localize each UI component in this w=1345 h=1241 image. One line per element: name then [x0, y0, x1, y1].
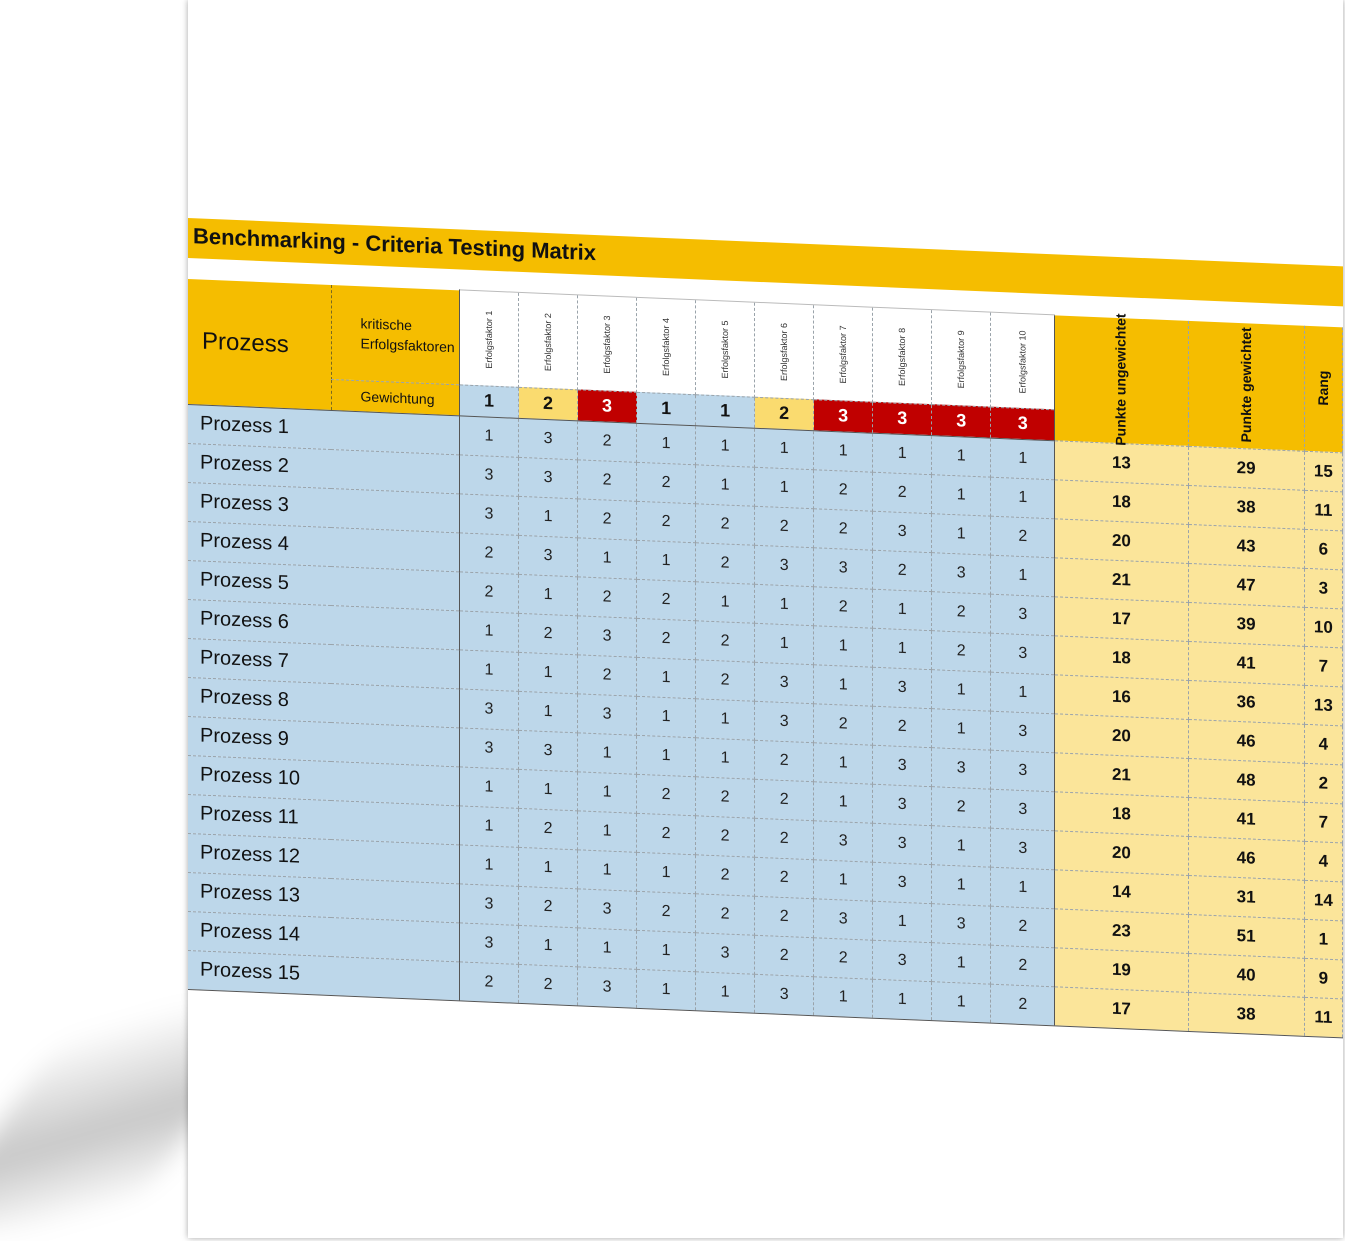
process-name: Prozess 9 — [188, 716, 459, 766]
score-cell: 1 — [696, 971, 755, 1012]
score-cell: 1 — [696, 737, 755, 778]
critical-factors-header: kritische Erfolgsfaktoren — [331, 284, 459, 384]
process-name: Prozess 3 — [188, 482, 459, 532]
process-name: Prozess 7 — [188, 638, 459, 688]
score-cell: 3 — [991, 750, 1055, 792]
weight-cell: 1 — [696, 394, 755, 427]
score-cell: 2 — [873, 706, 932, 747]
unweighted-cell: 14 — [1055, 869, 1188, 914]
score-cell: 1 — [519, 574, 578, 615]
weight-cell: 3 — [932, 404, 991, 437]
document-title: Benchmarking - Criteria Testing Matrix — [193, 223, 597, 266]
score-cell: 2 — [637, 618, 696, 659]
score-cell: 1 — [932, 669, 991, 710]
process-name: Prozess 14 — [188, 911, 459, 961]
score-cell: 3 — [873, 823, 932, 864]
score-cell: 3 — [873, 667, 932, 708]
score-cell: 3 — [578, 693, 637, 734]
score-cell: 1 — [637, 930, 696, 971]
unweighted-cell: 20 — [1055, 713, 1188, 758]
score-cell: 3 — [578, 888, 637, 929]
factor-header: Erfolgsfaktor 2 — [519, 292, 578, 389]
score-cell: 2 — [932, 591, 991, 632]
weighted-cell: 31 — [1188, 875, 1304, 919]
weighted-cell: 41 — [1188, 641, 1304, 685]
score-cell: 1 — [755, 584, 814, 625]
score-cell: 1 — [637, 969, 696, 1010]
score-cell: 2 — [755, 857, 814, 898]
score-cell: 1 — [932, 513, 991, 554]
process-name: Prozess 2 — [188, 443, 459, 493]
score-cell: 3 — [814, 898, 873, 939]
score-cell: 2 — [459, 961, 518, 1002]
score-cell: 1 — [519, 691, 578, 732]
score-cell: 3 — [932, 747, 991, 788]
score-cell: 3 — [814, 547, 873, 588]
process-name: Prozess 6 — [188, 599, 459, 649]
score-cell: 2 — [696, 659, 755, 700]
weighted-cell: 43 — [1188, 524, 1304, 568]
score-cell: 2 — [637, 501, 696, 542]
score-cell: 1 — [991, 672, 1055, 714]
score-cell: 1 — [932, 981, 991, 1022]
score-cell: 1 — [932, 708, 991, 749]
factor-header: Erfolgsfaktor 10 — [991, 312, 1055, 409]
process-name: Prozess 4 — [188, 521, 459, 571]
process-name: Prozess 12 — [188, 833, 459, 883]
score-cell: 2 — [932, 786, 991, 827]
rank-cell: 4 — [1304, 724, 1342, 765]
score-cell: 1 — [814, 781, 873, 822]
process-name: Prozess 11 — [188, 794, 459, 844]
score-cell: 3 — [519, 730, 578, 771]
score-cell: 1 — [873, 589, 932, 630]
score-cell: 3 — [459, 727, 518, 768]
score-cell: 2 — [814, 586, 873, 627]
score-cell: 1 — [755, 623, 814, 664]
factor-header: Erfolgsfaktor 1 — [459, 290, 518, 387]
score-cell: 3 — [873, 862, 932, 903]
score-cell: 1 — [519, 769, 578, 810]
score-cell: 1 — [991, 438, 1055, 480]
score-cell: 2 — [696, 620, 755, 661]
rank-cell: 14 — [1304, 880, 1342, 921]
weight-cell: 1 — [459, 384, 518, 417]
score-cell: 1 — [991, 867, 1055, 909]
score-cell: 2 — [755, 740, 814, 781]
process-name: Prozess 5 — [188, 560, 459, 610]
unweighted-cell: 18 — [1055, 479, 1188, 524]
score-cell: 3 — [991, 828, 1055, 870]
unweighted-cell: 18 — [1055, 635, 1188, 680]
score-cell: 1 — [696, 464, 755, 505]
document-sheet — [188, 0, 1343, 1238]
weighted-cell: 40 — [1188, 953, 1304, 997]
score-cell: 1 — [578, 810, 637, 851]
process-name: Prozess 15 — [188, 950, 459, 1000]
score-cell: 1 — [459, 415, 518, 456]
criteria-matrix — [188, 278, 1343, 1038]
score-cell: 2 — [696, 893, 755, 934]
rank-cell: 15 — [1304, 451, 1342, 492]
weighting-label: Gewichtung — [331, 379, 459, 415]
score-cell: 2 — [519, 808, 578, 849]
rank-cell: 2 — [1304, 763, 1342, 804]
score-cell: 3 — [873, 745, 932, 786]
score-cell: 2 — [459, 532, 518, 573]
score-cell: 3 — [459, 883, 518, 924]
score-cell: 1 — [519, 925, 578, 966]
score-cell: 2 — [637, 462, 696, 503]
score-cell: 1 — [814, 664, 873, 705]
score-cell: 1 — [873, 628, 932, 669]
score-cell: 1 — [932, 435, 991, 476]
score-cell: 1 — [578, 849, 637, 890]
score-cell: 1 — [755, 428, 814, 469]
score-cell: 1 — [519, 496, 578, 537]
process-name: Prozess 13 — [188, 872, 459, 922]
score-cell: 3 — [519, 457, 578, 498]
unweighted-cell: 19 — [1055, 947, 1188, 992]
score-cell: 3 — [873, 511, 932, 552]
score-cell: 3 — [459, 493, 518, 534]
weighted-cell: 39 — [1188, 602, 1304, 646]
unweighted-cell: 16 — [1055, 674, 1188, 719]
weight-cell: 2 — [755, 397, 814, 430]
score-cell: 3 — [755, 545, 814, 586]
score-cell: 1 — [932, 474, 991, 515]
score-cell: 2 — [755, 818, 814, 859]
score-cell: 1 — [637, 540, 696, 581]
score-cell: 2 — [578, 459, 637, 500]
score-cell: 1 — [637, 696, 696, 737]
unweighted-cell: 23 — [1055, 908, 1188, 953]
factor-header: Erfolgsfaktor 7 — [814, 305, 873, 402]
score-cell: 3 — [459, 454, 518, 495]
score-cell: 2 — [814, 937, 873, 978]
matrix-body — [188, 279, 1343, 1038]
score-cell: 1 — [578, 537, 637, 578]
rank-cell: 7 — [1304, 802, 1342, 843]
score-cell: 3 — [991, 633, 1055, 675]
score-cell: 3 — [459, 922, 518, 963]
weight-cell: 3 — [814, 399, 873, 432]
weighted-cell: 41 — [1188, 797, 1304, 841]
score-cell: 1 — [932, 825, 991, 866]
score-cell: 3 — [755, 974, 814, 1015]
unweighted-cell: 13 — [1055, 440, 1188, 485]
score-cell: 2 — [755, 506, 814, 547]
rank-cell: 6 — [1304, 529, 1342, 570]
score-cell: 2 — [696, 503, 755, 544]
rank-cell: 9 — [1304, 958, 1342, 999]
factor-header: Erfolgsfaktor 9 — [932, 310, 991, 407]
score-cell: 2 — [637, 774, 696, 815]
factor-header: Erfolgsfaktor 4 — [637, 297, 696, 394]
score-cell: 1 — [637, 657, 696, 698]
score-cell: 3 — [991, 711, 1055, 753]
score-cell: 3 — [755, 701, 814, 742]
score-cell: 2 — [519, 613, 578, 654]
score-cell: 2 — [755, 779, 814, 820]
score-cell: 2 — [991, 945, 1055, 987]
score-cell: 1 — [637, 735, 696, 776]
score-cell: 2 — [637, 579, 696, 620]
score-cell: 3 — [578, 966, 637, 1007]
factor-header: Erfolgsfaktor 8 — [873, 307, 932, 404]
unweighted-cell: 21 — [1055, 752, 1188, 797]
score-cell: 3 — [991, 594, 1055, 636]
score-cell: 1 — [459, 649, 518, 690]
score-cell: 2 — [755, 896, 814, 937]
score-cell: 2 — [932, 630, 991, 671]
process-header: Prozess — [188, 279, 331, 410]
score-cell: 1 — [637, 852, 696, 893]
score-cell: 3 — [932, 552, 991, 593]
unweighted-cell: 17 — [1055, 986, 1188, 1031]
score-cell: 3 — [755, 662, 814, 703]
score-cell: 1 — [578, 927, 637, 968]
weighted-cell: 46 — [1188, 719, 1304, 763]
weight-cell: 3 — [578, 389, 637, 422]
score-cell: 2 — [991, 984, 1055, 1026]
score-cell: 1 — [578, 732, 637, 773]
score-cell: 1 — [519, 652, 578, 693]
weighted-cell: 51 — [1188, 914, 1304, 958]
score-cell: 1 — [873, 433, 932, 474]
rank-cell: 4 — [1304, 841, 1342, 882]
score-cell: 1 — [814, 976, 873, 1017]
score-cell: 1 — [873, 979, 932, 1020]
score-cell: 2 — [696, 815, 755, 856]
unweighted-cell: 21 — [1055, 557, 1188, 602]
score-cell: 3 — [519, 535, 578, 576]
process-name: Prozess 1 — [188, 404, 459, 454]
unweighted-cell: 20 — [1055, 830, 1188, 875]
score-cell: 3 — [873, 784, 932, 825]
score-cell: 2 — [696, 542, 755, 583]
score-cell: 1 — [459, 805, 518, 846]
score-cell: 2 — [578, 498, 637, 539]
weighted-cell: 47 — [1188, 563, 1304, 607]
score-cell: 3 — [991, 789, 1055, 831]
score-cell: 3 — [814, 820, 873, 861]
score-cell: 3 — [578, 615, 637, 656]
score-cell: 1 — [932, 942, 991, 983]
score-cell: 2 — [814, 508, 873, 549]
unweighted-header: Punkte ungewichtet — [1055, 315, 1188, 446]
score-cell: 2 — [519, 886, 578, 927]
score-cell: 2 — [578, 420, 637, 461]
score-cell: 2 — [519, 964, 578, 1005]
score-cell: 1 — [696, 425, 755, 466]
weight-cell: 1 — [637, 392, 696, 425]
score-cell: 2 — [873, 550, 932, 591]
score-cell: 2 — [637, 891, 696, 932]
score-cell: 2 — [696, 776, 755, 817]
score-cell: 1 — [519, 847, 578, 888]
score-cell: 2 — [637, 813, 696, 854]
score-cell: 3 — [932, 903, 991, 944]
score-cell: 2 — [459, 571, 518, 612]
weighted-cell: 46 — [1188, 836, 1304, 880]
score-cell: 2 — [991, 906, 1055, 948]
score-cell: 1 — [637, 423, 696, 464]
score-cell: 1 — [814, 742, 873, 783]
score-cell: 3 — [459, 688, 518, 729]
score-cell: 1 — [991, 555, 1055, 597]
process-name: Prozess 10 — [188, 755, 459, 805]
weight-cell: 3 — [873, 402, 932, 435]
rank-cell: 7 — [1304, 646, 1342, 687]
factor-header: Erfolgsfaktor 5 — [696, 300, 755, 397]
score-cell: 2 — [873, 472, 932, 513]
process-name: Prozess 8 — [188, 677, 459, 727]
score-cell: 1 — [459, 766, 518, 807]
unweighted-cell: 20 — [1055, 518, 1188, 563]
score-cell: 2 — [696, 854, 755, 895]
score-cell: 1 — [459, 610, 518, 651]
rank-cell: 13 — [1304, 685, 1342, 726]
weighted-header: Punkte gewichtet — [1188, 320, 1304, 450]
score-cell: 1 — [814, 859, 873, 900]
score-cell: 3 — [696, 932, 755, 973]
score-cell: 1 — [459, 844, 518, 885]
unweighted-cell: 18 — [1055, 791, 1188, 836]
weight-cell: 2 — [519, 387, 578, 420]
score-cell: 1 — [932, 864, 991, 905]
score-cell: 2 — [814, 703, 873, 744]
score-cell: 1 — [814, 430, 873, 471]
weighted-cell: 36 — [1188, 680, 1304, 724]
score-cell: 3 — [873, 940, 932, 981]
unweighted-cell: 17 — [1055, 596, 1188, 641]
score-cell: 2 — [814, 469, 873, 510]
rank-cell: 11 — [1304, 997, 1342, 1038]
weighted-cell: 38 — [1188, 992, 1304, 1036]
score-cell: 1 — [696, 698, 755, 739]
score-cell: 3 — [519, 418, 578, 459]
rank-cell: 10 — [1304, 607, 1342, 648]
score-cell: 1 — [578, 771, 637, 812]
score-cell: 1 — [755, 467, 814, 508]
factor-header: Erfolgsfaktor 6 — [755, 302, 814, 399]
rank-cell: 11 — [1304, 490, 1342, 531]
score-cell: 2 — [578, 576, 637, 617]
score-cell: 2 — [991, 516, 1055, 558]
rank-cell: 1 — [1304, 919, 1342, 960]
score-cell: 2 — [755, 935, 814, 976]
weighted-cell: 38 — [1188, 485, 1304, 529]
factor-header: Erfolgsfaktor 3 — [578, 295, 637, 392]
score-cell: 1 — [991, 477, 1055, 519]
rank-cell: 3 — [1304, 568, 1342, 609]
score-cell: 2 — [578, 654, 637, 695]
sheet-content — [188, 0, 1343, 1238]
score-cell: 1 — [696, 581, 755, 622]
weight-cell: 3 — [991, 407, 1055, 441]
rank-header: Rang — [1304, 325, 1342, 452]
score-cell: 1 — [814, 625, 873, 666]
score-cell: 1 — [873, 901, 932, 942]
weighted-cell: 29 — [1188, 446, 1304, 490]
weighted-cell: 48 — [1188, 758, 1304, 802]
